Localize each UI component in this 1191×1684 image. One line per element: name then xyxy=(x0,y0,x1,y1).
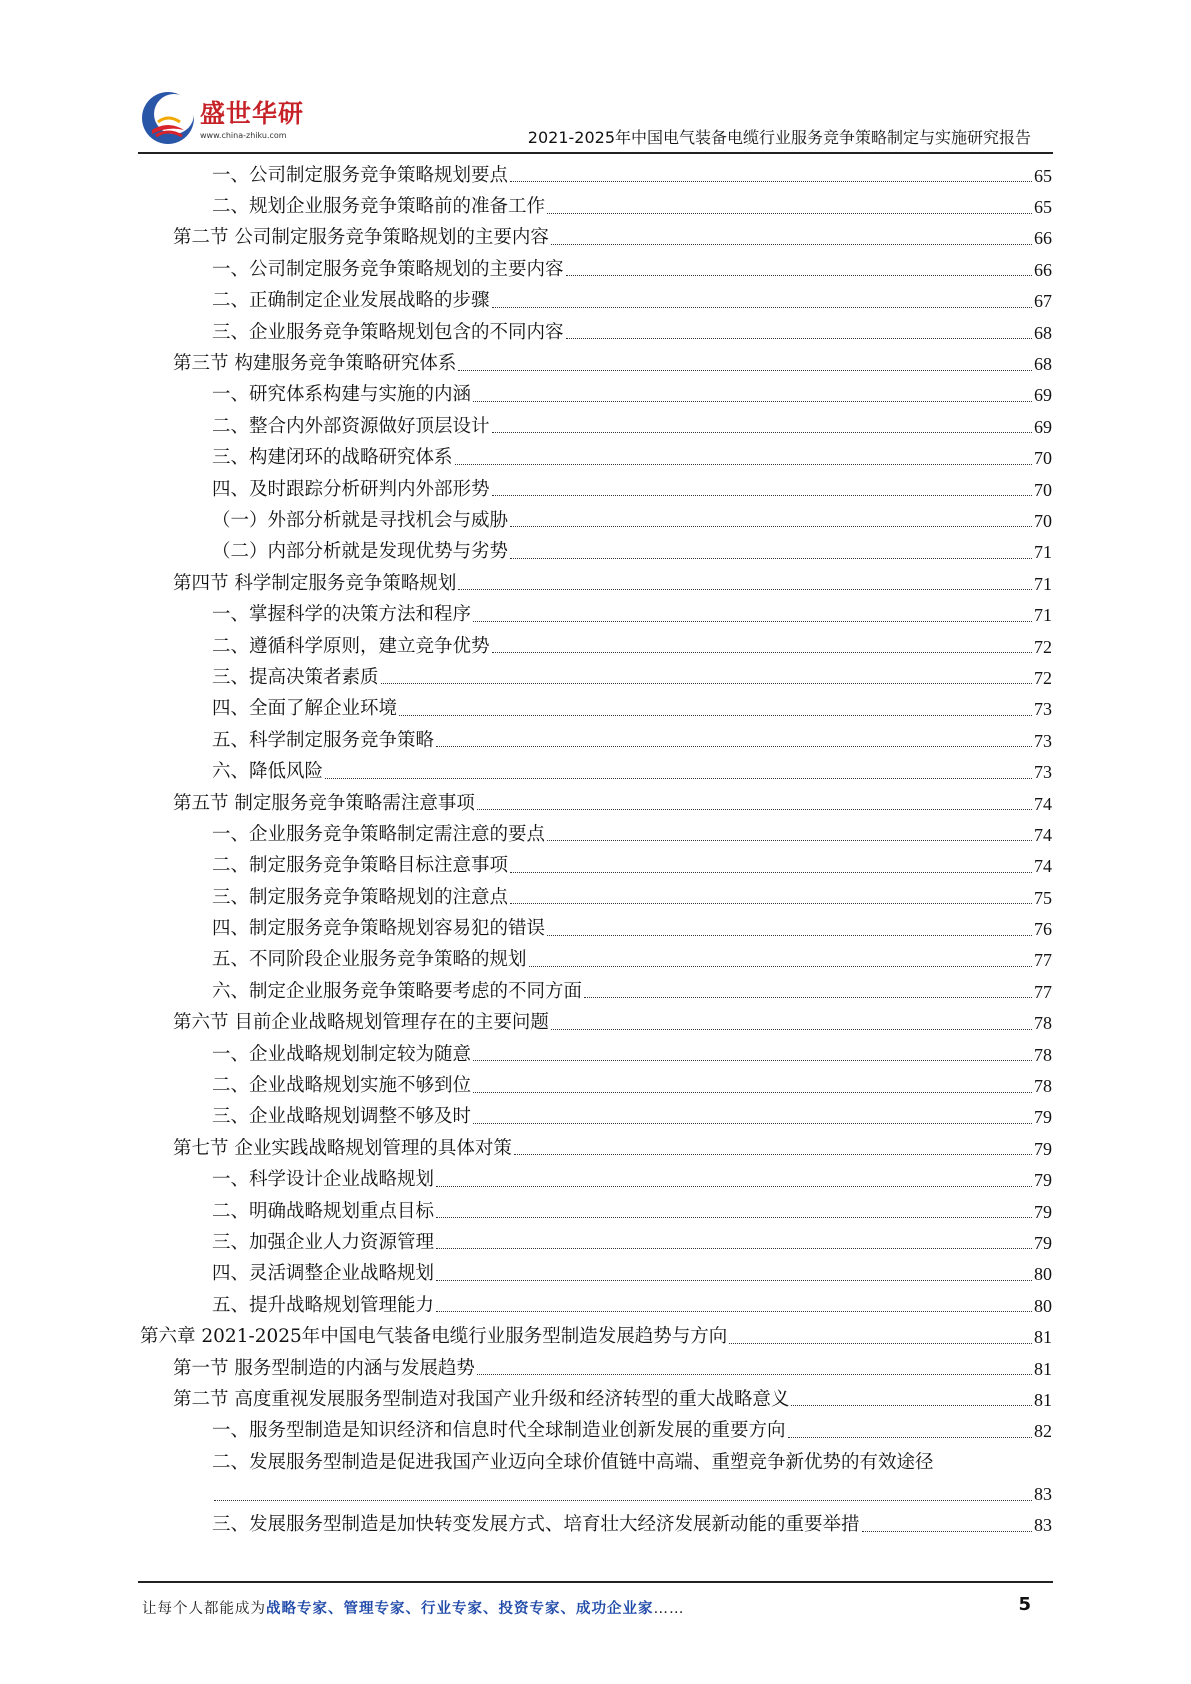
toc-page-number: 77 xyxy=(1034,950,1052,971)
toc-dot-leader xyxy=(399,715,1032,716)
toc-section[interactable] xyxy=(140,1384,1052,1415)
toc-entry-title: 二、明确战略规划重点目标 xyxy=(212,1200,435,1222)
toc-page-number: 71 xyxy=(1034,573,1052,594)
toc-page-number: 69 xyxy=(1034,416,1052,437)
toc-entry-title: 第六节 目前企业战略规划管理存在的主要问题 xyxy=(173,1012,549,1034)
toc-entry-title: 三、企业战略规划调整不够及时 xyxy=(212,1106,472,1128)
toc-subsection[interactable] xyxy=(140,286,1052,317)
toc-subsection[interactable] xyxy=(140,443,1052,474)
toc-page-number: 70 xyxy=(1034,510,1052,531)
toc-entry[interactable] xyxy=(140,1447,1052,1478)
toc-dot-leader xyxy=(551,1029,1032,1030)
toc-page-number: 68 xyxy=(1034,322,1052,343)
toc-entry-title: 六、降低风险 xyxy=(212,761,324,783)
toc-page-number: 76 xyxy=(1034,919,1052,940)
toc-dot-leader xyxy=(473,1092,1032,1093)
toc-page-number: 79 xyxy=(1034,1170,1052,1191)
toc-subsection[interactable] xyxy=(140,819,1052,850)
toc-page-number: 80 xyxy=(1034,1264,1052,1285)
toc-entry-title: 第五节 制定服务竞争策略需注意事项 xyxy=(173,792,475,814)
toc-entry-title: 二、遵循科学原则，建立竞争优势 xyxy=(212,635,490,657)
toc-dot-leader xyxy=(492,307,1032,308)
toc-dot-leader xyxy=(566,275,1032,276)
toc-page-number: 75 xyxy=(1034,887,1052,908)
toc-entry-title: 五、科学制定服务竞争策略 xyxy=(212,729,435,751)
toc-entry-title: 三、提高决策者素质 xyxy=(212,666,379,688)
toc-chapter[interactable] xyxy=(140,1321,1052,1352)
toc-dot-leader xyxy=(514,1154,1032,1155)
toc-subsection[interactable] xyxy=(140,756,1052,787)
toc-dot-leader xyxy=(214,1500,1032,1501)
toc-entry-title: （二）内部分析就是发现优势与劣势 xyxy=(212,541,509,563)
toc-page-number: 65 xyxy=(1034,197,1052,218)
toc-page-number: 74 xyxy=(1034,856,1052,877)
toc-entry-title: 一、公司制定服务竞争策略规划要点 xyxy=(212,164,509,186)
toc-page-number: 81 xyxy=(1034,1389,1052,1410)
toc-subsection[interactable] xyxy=(140,1039,1052,1070)
toc-dot-leader xyxy=(510,903,1032,904)
toc-subsection[interactable] xyxy=(140,851,1052,882)
toc-page-number: 81 xyxy=(1034,1358,1052,1379)
toc-entry-title: 第七节 企业实践战略规划管理的具体对策 xyxy=(173,1137,512,1159)
toc-entry-title: 二、企业战略规划实施不够到位 xyxy=(212,1075,472,1097)
toc-subsection[interactable] xyxy=(140,631,1052,662)
toc-entry-title: 第四节 科学制定服务竞争策略规划 xyxy=(173,572,457,594)
toc-dot-leader xyxy=(492,652,1032,653)
toc-entry-title: 六、制定企业服务竞争策略要考虑的不同方面 xyxy=(212,980,583,1002)
toc-dot-leader xyxy=(529,966,1032,967)
toc-dot-leader xyxy=(473,401,1032,402)
toc-entry-title: 第二节 高度重视发展服务型制造对我国产业升级和经济转型的重大战略意义 xyxy=(173,1388,790,1410)
toc-page-number: 77 xyxy=(1034,981,1052,1002)
toc-subsection[interactable] xyxy=(140,1259,1052,1290)
toc-subsection[interactable] xyxy=(140,1165,1052,1196)
toc-entry-title: 一、掌握科学的决策方法和程序 xyxy=(212,604,472,626)
toc-dot-leader xyxy=(477,1374,1032,1375)
toc-section[interactable] xyxy=(140,1353,1052,1384)
toc-page-number: 79 xyxy=(1034,1201,1052,1222)
toc-entry-title: 一、企业战略规划制定较为随意 xyxy=(212,1043,472,1065)
toc-subsection[interactable] xyxy=(140,662,1052,693)
toc-dot-leader xyxy=(473,1060,1032,1061)
brand-website: www.china-zhiku.com xyxy=(200,131,287,140)
toc-page-number: 73 xyxy=(1034,699,1052,720)
toc-entry-title: 一、研究体系构建与实施的内涵 xyxy=(212,384,472,406)
footer-slogan-prefix: 让每个人都能成为 xyxy=(142,1601,266,1617)
toc-page-number: 73 xyxy=(1034,730,1052,751)
page-number: 5 xyxy=(1018,1594,1031,1615)
toc-subsection[interactable] xyxy=(140,913,1052,944)
table-of-contents xyxy=(140,160,1052,1541)
toc-dot-leader xyxy=(566,338,1032,339)
toc-subsection[interactable] xyxy=(140,1290,1052,1321)
toc-page-number: 68 xyxy=(1034,354,1052,375)
toc-entry-title: 四、及时跟踪分析研判内外部形势 xyxy=(212,478,490,500)
toc-dot-leader xyxy=(492,495,1032,496)
footer-slogan xyxy=(142,1597,685,1618)
toc-entry-title: 五、不同阶段企业服务竞争策略的规划 xyxy=(212,949,527,971)
toc-dot-leader xyxy=(458,370,1032,371)
toc-dot-leader xyxy=(492,432,1032,433)
toc-subsection[interactable] xyxy=(140,725,1052,756)
toc-subsection[interactable] xyxy=(140,537,1052,568)
toc-entry-title: 一、企业服务竞争策略制定需注意的要点 xyxy=(212,823,546,845)
toc-subsection[interactable] xyxy=(140,317,1052,348)
toc-dot-leader xyxy=(510,526,1032,527)
toc-section[interactable] xyxy=(140,1133,1052,1164)
toc-subsection[interactable] xyxy=(140,1102,1052,1133)
toc-page-number: 74 xyxy=(1034,793,1052,814)
toc-entry-title: 二、正确制定企业发展战略的步骤 xyxy=(212,290,490,312)
toc-page-number: 83 xyxy=(1034,1484,1052,1505)
toc-entry-title: 三、加强企业人力资源管理 xyxy=(212,1231,435,1253)
toc-page-number: 72 xyxy=(1034,636,1052,657)
toc-page-number: 71 xyxy=(1034,605,1052,626)
toc-entry-title: 二、规划企业服务竞争策略前的准备工作 xyxy=(212,196,546,218)
toc-entry-title: 一、科学设计企业战略规划 xyxy=(212,1169,435,1191)
toc-page-number: 82 xyxy=(1034,1421,1052,1442)
toc-subsection[interactable] xyxy=(140,945,1052,976)
toc-entry-title: 三、发展服务型制造是加快转变发展方式、培育壮大经济发展新动能的重要举措 xyxy=(212,1514,860,1536)
toc-dot-leader xyxy=(729,1343,1032,1344)
toc-dot-leader xyxy=(381,683,1032,684)
toc-page-number: 78 xyxy=(1034,1013,1052,1034)
toc-dot-leader xyxy=(436,1217,1032,1218)
toc-dot-leader xyxy=(436,1248,1032,1249)
toc-dot-leader xyxy=(547,935,1032,936)
toc-subsection[interactable] xyxy=(140,1227,1052,1258)
toc-page-number: 66 xyxy=(1034,228,1052,249)
toc-entry-title: 三、构建闭环的战略研究体系 xyxy=(212,447,453,469)
toc-entry-title: 一、服务型制造是知识经济和信息时代全球制造业创新发展的重要方向 xyxy=(212,1420,786,1442)
toc-subsection[interactable] xyxy=(140,380,1052,411)
toc-subsection[interactable] xyxy=(140,599,1052,630)
toc-subsection[interactable] xyxy=(140,694,1052,725)
toc-entry-title: 五、提升战略规划管理能力 xyxy=(212,1294,435,1316)
toc-entry-title: 第一节 服务型制造的内涵与发展趋势 xyxy=(173,1357,475,1379)
toc-entry-title: 一、公司制定服务竞争策略规划的主要内容 xyxy=(212,258,564,280)
toc-subsection[interactable] xyxy=(140,411,1052,442)
toc-dot-leader xyxy=(510,558,1032,559)
toc-dot-leader xyxy=(551,244,1032,245)
toc-page-number: 69 xyxy=(1034,385,1052,406)
toc-page-number: 65 xyxy=(1034,165,1052,186)
report-title: 2021-2025年中国电气装备电缆行业服务竞争策略制定与实施研究报告 xyxy=(527,128,1031,147)
toc-page-number: 66 xyxy=(1034,259,1052,280)
toc-subsection[interactable] xyxy=(140,191,1052,222)
toc-page-number: 70 xyxy=(1034,448,1052,469)
toc-entry-title: 二、发展服务型制造是促进我国产业迈向全球价值链中高端、重塑竞争新优势的有效途径 xyxy=(212,1451,934,1473)
toc-dot-leader xyxy=(325,778,1032,779)
toc-entry-title: 第六章 2021-2025年中国电气装备电缆行业服务型制造发展趋势与方向 xyxy=(140,1326,728,1348)
toc-entry-title: 四、灵活调整企业战略规划 xyxy=(212,1263,435,1285)
toc-subsection[interactable] xyxy=(140,976,1052,1007)
brand-name: 盛世华研 xyxy=(200,99,305,128)
toc-dot-leader xyxy=(510,872,1032,873)
toc-subsection[interactable] xyxy=(140,1070,1052,1101)
toc-dot-leader xyxy=(510,181,1032,182)
toc-subsection[interactable] xyxy=(140,160,1052,191)
toc-dot-leader xyxy=(473,621,1032,622)
toc-entry-continuation[interactable] xyxy=(140,1478,1052,1509)
toc-dot-leader xyxy=(477,809,1032,810)
toc-entry-title: （一）外部分析就是寻找机会与威胁 xyxy=(212,509,509,531)
toc-dot-leader xyxy=(436,1311,1032,1312)
toc-subsection[interactable] xyxy=(140,254,1052,285)
toc-entry-title: 四、制定服务竞争策略规划容易犯的错误 xyxy=(212,918,546,940)
toc-entry-title: 二、制定服务竞争策略目标注意事项 xyxy=(212,855,509,877)
toc-subsection[interactable] xyxy=(140,505,1052,536)
toc-dot-leader xyxy=(436,746,1032,747)
toc-page-number: 74 xyxy=(1034,824,1052,845)
toc-subsection[interactable] xyxy=(140,474,1052,505)
toc-page-number: 80 xyxy=(1034,1295,1052,1316)
toc-dot-leader xyxy=(473,1123,1032,1124)
header-divider xyxy=(138,152,1053,154)
toc-section[interactable] xyxy=(140,223,1052,254)
toc-subsection[interactable] xyxy=(140,1510,1052,1541)
toc-section[interactable] xyxy=(140,568,1052,599)
toc-section[interactable] xyxy=(140,788,1052,819)
toc-dot-leader xyxy=(436,1186,1032,1187)
toc-page-number: 79 xyxy=(1034,1107,1052,1128)
toc-entry-title: 第二节 公司制定服务竞争策略规划的主要内容 xyxy=(173,227,549,249)
toc-entry-title: 三、制定服务竞争策略规划的注意点 xyxy=(212,886,509,908)
footer-slogan-highlight: 战略专家、管理专家、行业专家、投资专家、成功企业家 xyxy=(266,1601,654,1617)
toc-page-number: 72 xyxy=(1034,667,1052,688)
toc-entry-title: 四、全面了解企业环境 xyxy=(212,698,398,720)
toc-page-number: 81 xyxy=(1034,1327,1052,1348)
toc-page-number: 79 xyxy=(1034,1232,1052,1253)
toc-page-number: 83 xyxy=(1034,1515,1052,1536)
toc-dot-leader xyxy=(458,589,1032,590)
toc-page-number: 78 xyxy=(1034,1044,1052,1065)
toc-subsection[interactable] xyxy=(140,882,1052,913)
toc-page-number: 67 xyxy=(1034,291,1052,312)
toc-page-number: 70 xyxy=(1034,479,1052,500)
toc-entry-title: 第三节 构建服务竞争策略研究体系 xyxy=(173,353,457,375)
toc-dot-leader xyxy=(862,1531,1032,1532)
toc-subsection[interactable] xyxy=(140,1196,1052,1227)
toc-dot-leader xyxy=(547,213,1032,214)
toc-dot-leader xyxy=(547,840,1032,841)
toc-dot-leader xyxy=(584,997,1032,998)
footer-divider xyxy=(138,1581,1053,1583)
footer-slogan-suffix: …… xyxy=(653,1601,685,1617)
toc-page-number: 73 xyxy=(1034,762,1052,783)
toc-dot-leader xyxy=(455,464,1032,465)
toc-dot-leader xyxy=(788,1437,1032,1438)
page-header xyxy=(0,0,1191,150)
toc-section[interactable] xyxy=(140,1008,1052,1039)
toc-subsection[interactable] xyxy=(140,1416,1052,1447)
toc-page-number: 71 xyxy=(1034,542,1052,563)
toc-section[interactable] xyxy=(140,348,1052,379)
toc-dot-leader xyxy=(791,1405,1032,1406)
toc-dot-leader xyxy=(436,1280,1032,1281)
toc-entry-title: 三、企业服务竞争策略规划包含的不同内容 xyxy=(212,321,564,343)
toc-page-number: 79 xyxy=(1034,1138,1052,1159)
toc-page-number: 78 xyxy=(1034,1076,1052,1097)
toc-entry-title: 二、整合内外部资源做好顶层设计 xyxy=(212,415,490,437)
